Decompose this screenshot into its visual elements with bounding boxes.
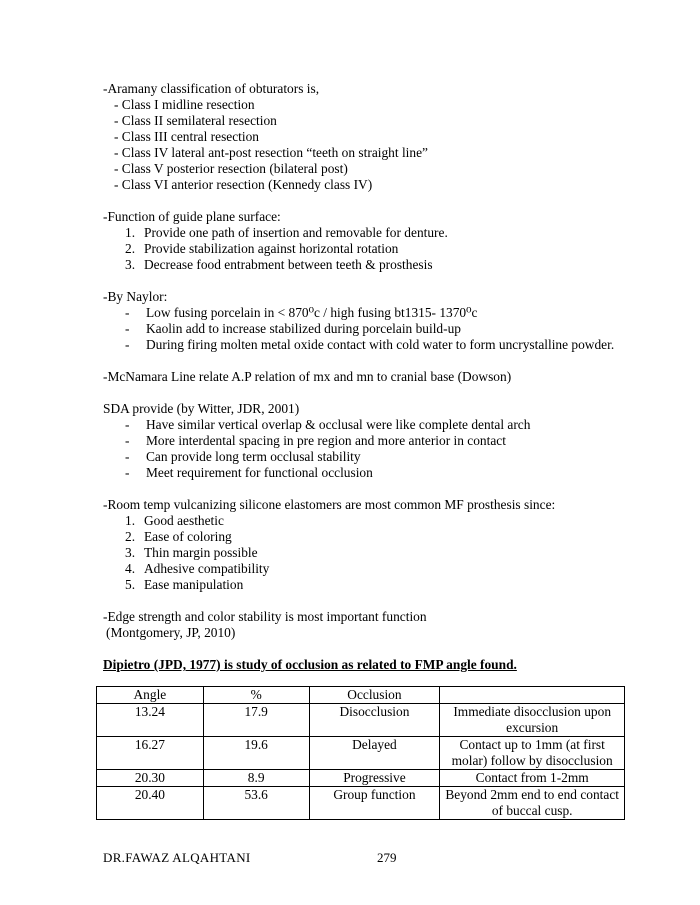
guide-plane-section xyxy=(103,209,643,273)
list-number: 3. xyxy=(125,257,136,272)
table-cell: Progressive xyxy=(309,770,440,787)
list-text: Have similar vertical overlap & occlusal were like complete dental arch xyxy=(146,417,531,432)
table-row xyxy=(97,770,625,787)
list-item xyxy=(103,417,643,433)
list-dash: - xyxy=(125,321,130,336)
table-cell: 20.30 xyxy=(97,770,204,787)
table-row xyxy=(97,704,625,737)
list-item xyxy=(103,241,643,257)
list-number: 3. xyxy=(125,545,136,560)
sda-list xyxy=(103,417,643,481)
table-cell: Delayed xyxy=(309,737,440,770)
table-cell: 13.24 xyxy=(97,704,204,737)
table-cell: Disocclusion xyxy=(309,704,440,737)
table-cell: 16.27 xyxy=(97,737,204,770)
header-cell xyxy=(440,687,625,704)
edge-strength-text: -Edge strength and color stability is most important function xyxy=(103,609,427,624)
silicone-list xyxy=(103,513,643,593)
list-text: Can provide long term occlusal stability xyxy=(146,449,361,464)
list-dash: - xyxy=(125,305,130,320)
guide-plane-list xyxy=(103,225,643,273)
table-row xyxy=(97,737,625,770)
list-number: 4. xyxy=(125,561,136,576)
table-row xyxy=(97,787,625,820)
list-item: - Class II semilateral resection xyxy=(114,113,277,128)
aramany-list xyxy=(114,97,643,193)
list-dash: - xyxy=(125,337,130,352)
list-item: - Class VI anterior resection (Kennedy class IV) xyxy=(114,177,373,192)
guide-plane-heading: -Function of guide plane surface: xyxy=(103,209,281,224)
list-text: Ease manipulation xyxy=(144,577,244,592)
list-text: Kaolin add to increase stabilized during porcelain build-up xyxy=(146,321,461,336)
list-text: More interdental spacing in pre region and more anterior in contact xyxy=(146,433,506,448)
occlusion-table xyxy=(96,686,625,820)
page-number: 279 xyxy=(377,850,397,865)
list-dash: - xyxy=(125,417,130,432)
list-dash: - xyxy=(125,433,130,448)
list-item xyxy=(103,561,643,577)
mcnamara-line-note: -McNamara Line relate A.P relation of mx and mn to cranial base (Dowson) xyxy=(103,369,512,384)
list-item xyxy=(103,433,643,449)
table-header-row xyxy=(97,687,625,704)
table-cell: 19.6 xyxy=(203,737,309,770)
naylor-section xyxy=(103,289,643,353)
sda-heading: SDA provide (by Witter, JDR, 2001) xyxy=(103,401,300,416)
list-item xyxy=(103,465,643,481)
list-number: 2. xyxy=(125,241,136,256)
footer-author: DR.FAWAZ ALQAHTANI xyxy=(103,850,251,865)
naylor-heading: -By Naylor: xyxy=(103,289,168,304)
edge-strength-section xyxy=(103,609,643,641)
list-item xyxy=(103,529,643,545)
table-cell: Contact from 1-2mm xyxy=(440,770,625,787)
silicone-heading: -Room temp vulcanizing silicone elastomers are most common MF prosthesis since: xyxy=(103,497,556,512)
list-text: Decrease food entrabment between teeth & prosthesis xyxy=(144,257,433,272)
list-item: - Class III central resection xyxy=(114,129,260,144)
list-dash: - xyxy=(125,449,130,464)
list-text: Adhesive compatibility xyxy=(144,561,270,576)
list-item: - Class V posterior resection (bilateral post) xyxy=(114,161,348,176)
page-content xyxy=(103,81,643,820)
list-item xyxy=(103,305,643,321)
list-item xyxy=(103,257,643,273)
list-text: Provide one path of insertion and removable for denture. xyxy=(144,225,448,240)
list-item xyxy=(103,337,643,353)
header-cell: % xyxy=(203,687,309,704)
naylor-list xyxy=(103,305,643,353)
list-number: 5. xyxy=(125,577,136,592)
list-item xyxy=(103,545,643,561)
list-text: Provide stabilization against horizontal rotation xyxy=(144,241,399,256)
list-item: - Class IV lateral ant-post resection “teeth on straight line” xyxy=(114,145,428,160)
list-dash: - xyxy=(125,465,130,480)
table-cell: Group function xyxy=(309,787,440,820)
list-text: Low fusing porcelain in < 870⁰c / high fusing bt1315- 1370⁰c xyxy=(146,305,478,320)
table-cell: Immediate disocclusion upon excursion xyxy=(440,704,625,737)
list-text: During firing molten metal oxide contact with cold water to form uncrystalline powder. xyxy=(146,337,615,352)
aramany-section xyxy=(103,81,643,193)
list-text: Good aesthetic xyxy=(144,513,224,528)
header-cell: Angle xyxy=(97,687,204,704)
table-cell: Beyond 2mm end to end contact of buccal cusp. xyxy=(440,787,625,820)
table-cell: 8.9 xyxy=(203,770,309,787)
list-text: Meet requirement for functional occlusion xyxy=(146,465,373,480)
list-item xyxy=(103,321,643,337)
table-cell: 53.6 xyxy=(203,787,309,820)
list-item xyxy=(103,449,643,465)
table-cell: 17.9 xyxy=(203,704,309,737)
dipietro-title: Dipietro (JPD, 1977) is study of occlusion as related to FMP angle found. xyxy=(103,657,517,672)
edge-strength-citation: (Montgomery, JP, 2010) xyxy=(106,625,236,640)
list-item xyxy=(103,513,643,529)
list-number: 1. xyxy=(125,225,136,240)
silicone-section xyxy=(103,497,643,593)
aramany-heading: -Aramany classification of obturators is, xyxy=(103,81,320,96)
list-item xyxy=(103,577,643,593)
list-number: 2. xyxy=(125,529,136,544)
sda-section xyxy=(103,401,643,481)
list-item xyxy=(103,225,643,241)
list-item: - Class I midline resection xyxy=(114,97,255,112)
list-number: 1. xyxy=(125,513,136,528)
list-text: Ease of coloring xyxy=(144,529,232,544)
list-text: Thin margin possible xyxy=(144,545,258,560)
table-cell: 20.40 xyxy=(97,787,204,820)
table-cell: Contact up to 1mm (at first molar) follow by disocclusion xyxy=(440,737,625,770)
header-cell: Occlusion xyxy=(309,687,440,704)
